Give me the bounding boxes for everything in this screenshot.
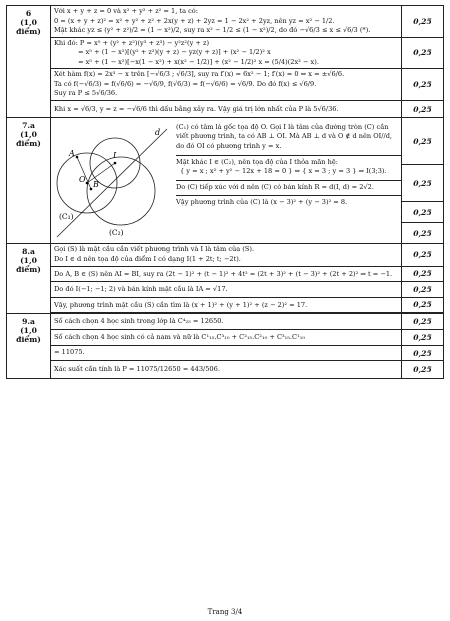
q7-step-3 [176, 181, 401, 197]
q8-row-3 [7, 282, 444, 298]
q8-label-cell [7, 244, 51, 313]
q7-text [173, 121, 401, 211]
q8-step-4 [51, 297, 402, 313]
q6-step-3-line-3: Suy ra P ≤ 5√6/36. [54, 89, 118, 98]
label-c2: (C₂) [109, 227, 124, 237]
q6-row-3 [7, 69, 444, 101]
q7-row-1 [7, 118, 444, 165]
q9-step-1 [51, 313, 402, 330]
q9-score-4: 0,25 [402, 360, 444, 379]
q8-step-2-line-1: Do A, B ∈ (S) nên AI = BI, suy ra (2t − 1)² + (t − 1)² + 4t² = (2t + 3)² + (t − 3)² + (2t + 2)² ⇒ t = −1. [54, 269, 393, 278]
q9-step-4-line-1: Xác suất cần tính là P = 11075/12650 = 443/506. [54, 364, 220, 373]
q9-step-2 [51, 330, 402, 346]
q6-step-4 [51, 100, 402, 118]
q6-row-2 [7, 37, 444, 69]
q6-step-1-line-1: Với x + y + z = 0 và x² + y² + z² = 1, ta có: [54, 7, 198, 15]
q6-step-1 [51, 6, 402, 38]
q9-row-3 [7, 346, 444, 360]
q8-row-2 [7, 266, 444, 282]
label-b: B [93, 179, 99, 189]
point-a [76, 156, 79, 159]
q9-row-2 [7, 330, 444, 346]
q7-step-4-line-1: Vậy phương trình của (C) là (x − 3)² + (y − 3)² = 8. [176, 198, 348, 207]
q6-number: 6 [25, 9, 32, 18]
q6-row-1 [7, 6, 444, 38]
q7-figure [51, 121, 173, 241]
q8-row-4 [7, 297, 444, 313]
label-a: A [69, 148, 75, 158]
q6-step-2-line-2: = x⁵ + (1 − x²)[(y² + z²)(y + z) − yz(y + z)] + (x² − 1/2)² x [78, 48, 271, 57]
q6-row-4 [7, 100, 444, 118]
q7-geo-layout [51, 121, 401, 241]
q9-step-2-line-1: Số cách chọn 4 học sinh có cả nam và nữ là C¹₁₅.C³₁₀ + C²₁₅.C²₁₀ + C³₁₅.C¹₁₀ [54, 333, 305, 342]
q7-score-4: 0,25 [402, 223, 444, 244]
q7-step-1-line-1: (C₁) có tâm là gốc tọa độ O. Gọi I là tâm của đường tròn (C) cần viết phương trình, ta có AB ⊥ OI. Mà AB ⊥ d và O ∉ d nên OI//d, do đó OI có phương trình y = x. [176, 122, 393, 151]
q8-score-3: 0,25 [402, 282, 444, 298]
q6-step-3 [51, 69, 402, 101]
q6-step-2-line-1: Khi đó: P = x⁵ + (y² + z²)(y³ + z³) − y²z²(y + z) [54, 38, 210, 47]
q6-step-1-line-3: Mặt khác yz ≤ (y² + z²)/2 = (1 − x²)/2, suy ra x² − 1/2 ≤ (1 − x²)/2, do đó −√6/3 ≤ x ≤ √6/3 (*). [54, 26, 371, 35]
page-footer: Trang 3/4 [207, 608, 243, 616]
q6-label-cell [7, 6, 51, 118]
q6-step-3-line-1: Xét hàm f(x) = 2x³ − x trên [−√6/3 ; √6/3], suy ra f′(x) = 6x² − 1; f′(x) = 0 ⇔ x = ±√6/6. [54, 70, 345, 79]
q9-score-3: 0,25 [402, 346, 444, 360]
q9-step-3-line-1: = 11075. [54, 348, 85, 357]
q8-score-1: 0,25 [402, 244, 444, 266]
q6-score-4: 0,25 [402, 100, 444, 118]
q9-row-4 [7, 360, 444, 379]
q9-points: (1,0 điểm) [16, 325, 41, 344]
point-i [114, 162, 117, 165]
q9-step-3 [51, 346, 402, 360]
q9-step-1-line-1: Số cách chọn 4 học sinh trong lớp là C⁴₂₅ = 12650. [54, 317, 224, 326]
q8-step-1-line-1: Gọi (S) là mặt cầu cần viết phương trình và I là tâm của (S). [54, 245, 255, 254]
segment-ab [77, 157, 91, 189]
point-b [90, 188, 93, 191]
q7-step-2-line-1: Mặt khác I ∈ (C₂), nên tọa độ của I thỏa mãn hệ: [176, 157, 338, 166]
q8-step-1 [51, 244, 402, 266]
q8-score-4: 0,25 [402, 297, 444, 313]
label-o: O [79, 174, 86, 184]
answer-table [6, 5, 444, 379]
q7-step-3-line-1: Do (C) tiếp xúc với d nên (C) có bán kính R = d(I, d) = 2√2. [176, 182, 374, 191]
q7-step-1 [176, 121, 401, 156]
q8-row-1 [7, 244, 444, 266]
circle-c2 [87, 157, 155, 225]
q8-step-3 [51, 282, 402, 298]
q8-step-3-line-1: Do đó I(−1; −1; 2) và bán kính mặt cầu là IA = √17. [54, 285, 228, 294]
q7-step-2 [176, 156, 401, 181]
q7-score-2: 0,25 [402, 165, 444, 202]
q7-number: 7.a [22, 121, 35, 131]
q7-step-4 [176, 196, 401, 211]
label-d: d [155, 127, 161, 137]
q9-label-cell [7, 313, 51, 379]
q6-step-2 [51, 37, 402, 69]
point-o [86, 182, 89, 185]
q7-score-1: 0,25 [402, 118, 444, 165]
q8-score-2: 0,25 [402, 266, 444, 282]
q8-step-1-line-2: Do I ∈ d nên tọa độ của điểm I có dạng I(1 + 2t; t; −2t). [54, 254, 241, 263]
q9-score-2: 0,25 [402, 330, 444, 346]
q6-score-2: 0,25 [402, 37, 444, 69]
q7-content [51, 118, 402, 244]
q6-step-4-line-1: Khi x = √6/3, y = z = −√6/6 thì dấu bằng xảy ra. Vậy giá trị lớn nhất của P là 5√6/36. [54, 104, 339, 113]
q7-points: (1,0 điểm) [16, 130, 41, 149]
q9-number: 9.a [22, 316, 35, 326]
q6-points: (1,0 điểm) [16, 18, 41, 36]
q7-score-3: 0,25 [402, 202, 444, 223]
q8-points: (1,0 điểm) [16, 256, 41, 275]
q9-score-1: 0,25 [402, 313, 444, 330]
q8-step-4-line-1: Vậy, phương trình mặt cầu (S) cần tìm là (x + 1)² + (y + 1)² + (z − 2)² = 17. [54, 300, 308, 309]
label-c1: (C₁) [59, 211, 74, 221]
q6-step-3-line-2: Ta có f(−√6/3) = f(√6/6) = −√6/9, f(√6/3) = f(−√6/6) = √6/9. Do đó f(x) ≤ √6/9. [54, 79, 317, 88]
q7-step-2-line-2: { y = x ; x² + y² − 12x + 18 = 0 } ⇔ { x = 3 ; y = 3 } ⇒ I(3;3). [180, 167, 387, 176]
q6-step-2-line-3: = x⁵ + (1 − x²)[−x(1 − x²) + x(x² − 1/2)] + (x² − 1/2)² x = (5/4)(2x³ − x). [78, 57, 319, 66]
q7-label-cell [7, 118, 51, 244]
q9-row-1 [7, 313, 444, 330]
q8-step-2 [51, 266, 402, 282]
q8-number: 8.a [22, 247, 35, 257]
segment-oi [87, 163, 115, 183]
q6-step-1-line-2: 0 = (x + y + z)² = x² + y² + z² + 2x(y + z) + 2yz = 1 − 2x² + 2yz, nên yz = x² − 1/2. [54, 16, 335, 25]
q6-score-1: 0,25 [402, 6, 444, 38]
q6-score-3: 0,25 [402, 69, 444, 101]
q9-step-4 [51, 360, 402, 379]
label-i: I [113, 150, 117, 160]
